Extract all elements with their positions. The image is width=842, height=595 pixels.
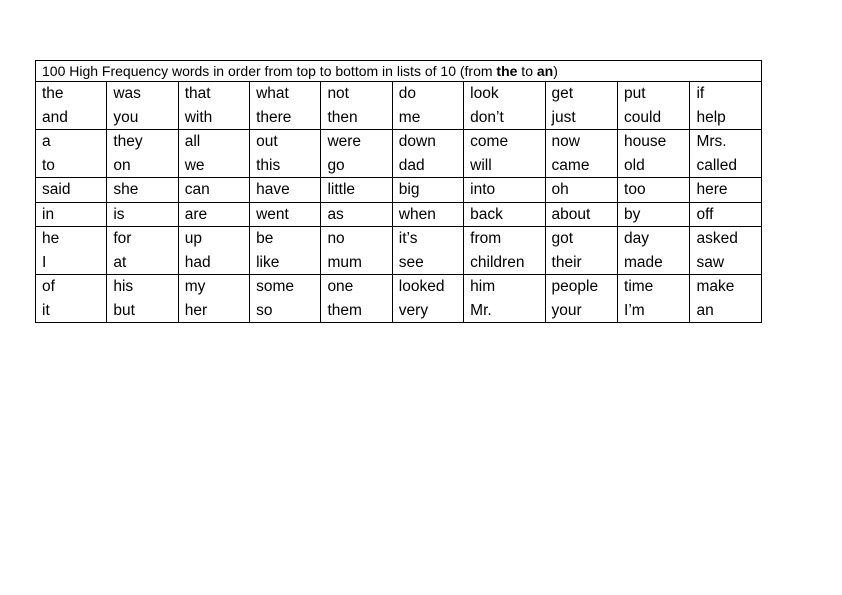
table-cell — [250, 275, 321, 323]
table-cell — [392, 178, 463, 203]
word: to — [42, 156, 55, 174]
table-cell — [107, 202, 178, 227]
word: one — [327, 278, 354, 295]
table-cell — [321, 202, 392, 227]
table-cell — [618, 130, 690, 178]
word: he — [42, 230, 60, 247]
table-cell — [690, 178, 762, 203]
table-cell — [178, 275, 249, 323]
table-cell — [36, 202, 107, 227]
table-cell — [107, 178, 178, 203]
word: I’m — [624, 301, 645, 319]
table-cell — [36, 227, 107, 275]
word: mum — [327, 253, 362, 271]
word: are — [184, 205, 208, 223]
table-row — [36, 82, 762, 130]
word: will — [470, 156, 492, 174]
table-cell — [250, 202, 321, 227]
word: we — [184, 156, 205, 174]
table-cell — [690, 82, 762, 130]
word: oh — [551, 181, 569, 198]
word: come — [470, 133, 509, 150]
word: see — [398, 253, 424, 271]
table-cell — [618, 82, 690, 130]
word: an — [696, 301, 714, 319]
table-cell — [321, 275, 392, 323]
word: is — [113, 205, 125, 223]
table-row — [36, 227, 762, 275]
table-cell — [690, 275, 762, 323]
table-cell — [545, 130, 617, 178]
word: them — [327, 301, 362, 319]
table-cell — [107, 82, 178, 130]
title-prefix: 100 High Frequency words in order from top to bottom in lists of 10 (from — [42, 63, 497, 79]
table-cell — [618, 227, 690, 275]
table-cell — [250, 82, 321, 130]
table-cell — [545, 178, 617, 203]
table-cell — [250, 130, 321, 178]
table-cell — [618, 275, 690, 323]
table-cell — [178, 227, 249, 275]
word: and — [42, 108, 68, 126]
word: got — [551, 230, 574, 247]
word: old — [624, 156, 645, 174]
word: don’t — [470, 108, 504, 126]
word: have — [256, 181, 290, 198]
table-cell — [392, 227, 463, 275]
table-cell — [250, 227, 321, 275]
word: but — [113, 301, 135, 319]
title-middle: to — [517, 63, 537, 79]
word: it — [42, 301, 50, 319]
word: down — [398, 133, 436, 150]
word: up — [184, 230, 202, 247]
word: people — [551, 278, 599, 295]
table-title — [36, 61, 762, 82]
word: time — [624, 278, 654, 295]
word: of — [42, 278, 55, 295]
word: said — [42, 181, 71, 198]
word: on — [113, 156, 131, 174]
table-cell — [36, 130, 107, 178]
word: for — [113, 230, 132, 247]
table-cell — [107, 227, 178, 275]
word: do — [398, 85, 417, 102]
word: house — [624, 133, 667, 150]
word: she — [113, 181, 139, 198]
word: not — [327, 85, 349, 102]
word: him — [470, 278, 496, 295]
table-row — [36, 130, 762, 178]
table-cell — [392, 202, 463, 227]
word: they — [113, 133, 143, 150]
table-row — [36, 202, 762, 227]
table-cell — [392, 275, 463, 323]
table-cell — [178, 178, 249, 203]
word: their — [551, 253, 582, 271]
word: like — [256, 253, 280, 271]
word: out — [256, 133, 278, 150]
word: looked — [398, 278, 445, 295]
word: now — [551, 133, 580, 150]
word: in — [42, 205, 55, 223]
word: with — [184, 108, 213, 126]
word: called — [696, 156, 737, 174]
table-cell — [36, 178, 107, 203]
table-cell — [178, 130, 249, 178]
word: just — [551, 108, 576, 126]
table-cell — [545, 227, 617, 275]
table-cell — [618, 178, 690, 203]
table-cell — [690, 227, 762, 275]
table-cell — [36, 82, 107, 130]
table-cell — [392, 82, 463, 130]
table-cell — [545, 275, 617, 323]
table-cell — [178, 202, 249, 227]
word: his — [113, 278, 134, 295]
word: Mrs. — [696, 133, 727, 150]
word: go — [327, 156, 345, 174]
title-first-word: the — [496, 63, 518, 79]
word: what — [256, 85, 289, 102]
word: can — [184, 181, 210, 198]
word: could — [624, 108, 662, 126]
word: me — [398, 108, 421, 126]
word: all — [184, 133, 201, 150]
word: Mr. — [470, 301, 492, 319]
table-cell — [321, 82, 392, 130]
table-cell — [464, 227, 545, 275]
word: was — [113, 85, 141, 102]
word: I — [42, 253, 47, 271]
word: make — [696, 278, 735, 295]
title-last-word: an — [536, 63, 554, 79]
word: a — [42, 133, 51, 150]
word: saw — [696, 253, 725, 271]
word: into — [470, 181, 496, 198]
word: back — [470, 205, 503, 223]
word: put — [624, 85, 646, 102]
word: big — [398, 181, 420, 198]
word: from — [470, 230, 502, 247]
table-cell — [464, 202, 545, 227]
word: as — [327, 205, 344, 223]
word: asked — [696, 230, 738, 247]
table-cell — [690, 130, 762, 178]
word: came — [551, 156, 590, 174]
table-cell — [464, 130, 545, 178]
table-cell — [690, 202, 762, 227]
word: too — [624, 181, 646, 198]
word: here — [696, 181, 728, 198]
word: this — [256, 156, 281, 174]
word: little — [327, 181, 356, 198]
table-cell — [250, 178, 321, 203]
word: there — [256, 108, 292, 126]
word: so — [256, 301, 273, 319]
table-cell — [545, 202, 617, 227]
word: at — [113, 253, 127, 271]
word: made — [624, 253, 663, 271]
word: were — [327, 133, 362, 150]
word: the — [42, 85, 64, 102]
table-cell — [545, 82, 617, 130]
word: children — [470, 253, 525, 271]
word: it’s — [398, 230, 418, 247]
word: her — [184, 301, 208, 319]
word: that — [184, 85, 211, 102]
word: my — [184, 278, 206, 295]
word: get — [551, 85, 574, 102]
word: look — [470, 85, 499, 102]
table-cell — [321, 227, 392, 275]
word: off — [696, 205, 714, 223]
table-cell — [618, 202, 690, 227]
table-cell — [321, 130, 392, 178]
word: you — [113, 108, 139, 126]
table-cell — [107, 275, 178, 323]
title-suffix: ) — [553, 63, 558, 79]
word: about — [551, 205, 591, 223]
word: help — [696, 108, 726, 126]
word: had — [184, 253, 211, 271]
high-frequency-words-table — [35, 60, 762, 323]
word: if — [696, 85, 705, 102]
word: your — [551, 301, 582, 319]
table-row — [36, 275, 762, 323]
table-cell — [178, 82, 249, 130]
word: dad — [398, 156, 425, 174]
word: be — [256, 230, 274, 247]
word: by — [624, 205, 641, 223]
word: no — [327, 230, 345, 247]
table-cell — [321, 178, 392, 203]
table-cell — [464, 82, 545, 130]
word: then — [327, 108, 358, 126]
table-cell — [392, 130, 463, 178]
word: very — [398, 301, 429, 319]
table-cell — [36, 275, 107, 323]
table-header-row — [36, 61, 762, 82]
table-cell — [464, 275, 545, 323]
word: some — [256, 278, 294, 295]
table-cell — [107, 130, 178, 178]
word: day — [624, 230, 650, 247]
word: when — [398, 205, 436, 223]
word: went — [256, 205, 289, 223]
table-row — [36, 178, 762, 203]
table-cell — [464, 178, 545, 203]
